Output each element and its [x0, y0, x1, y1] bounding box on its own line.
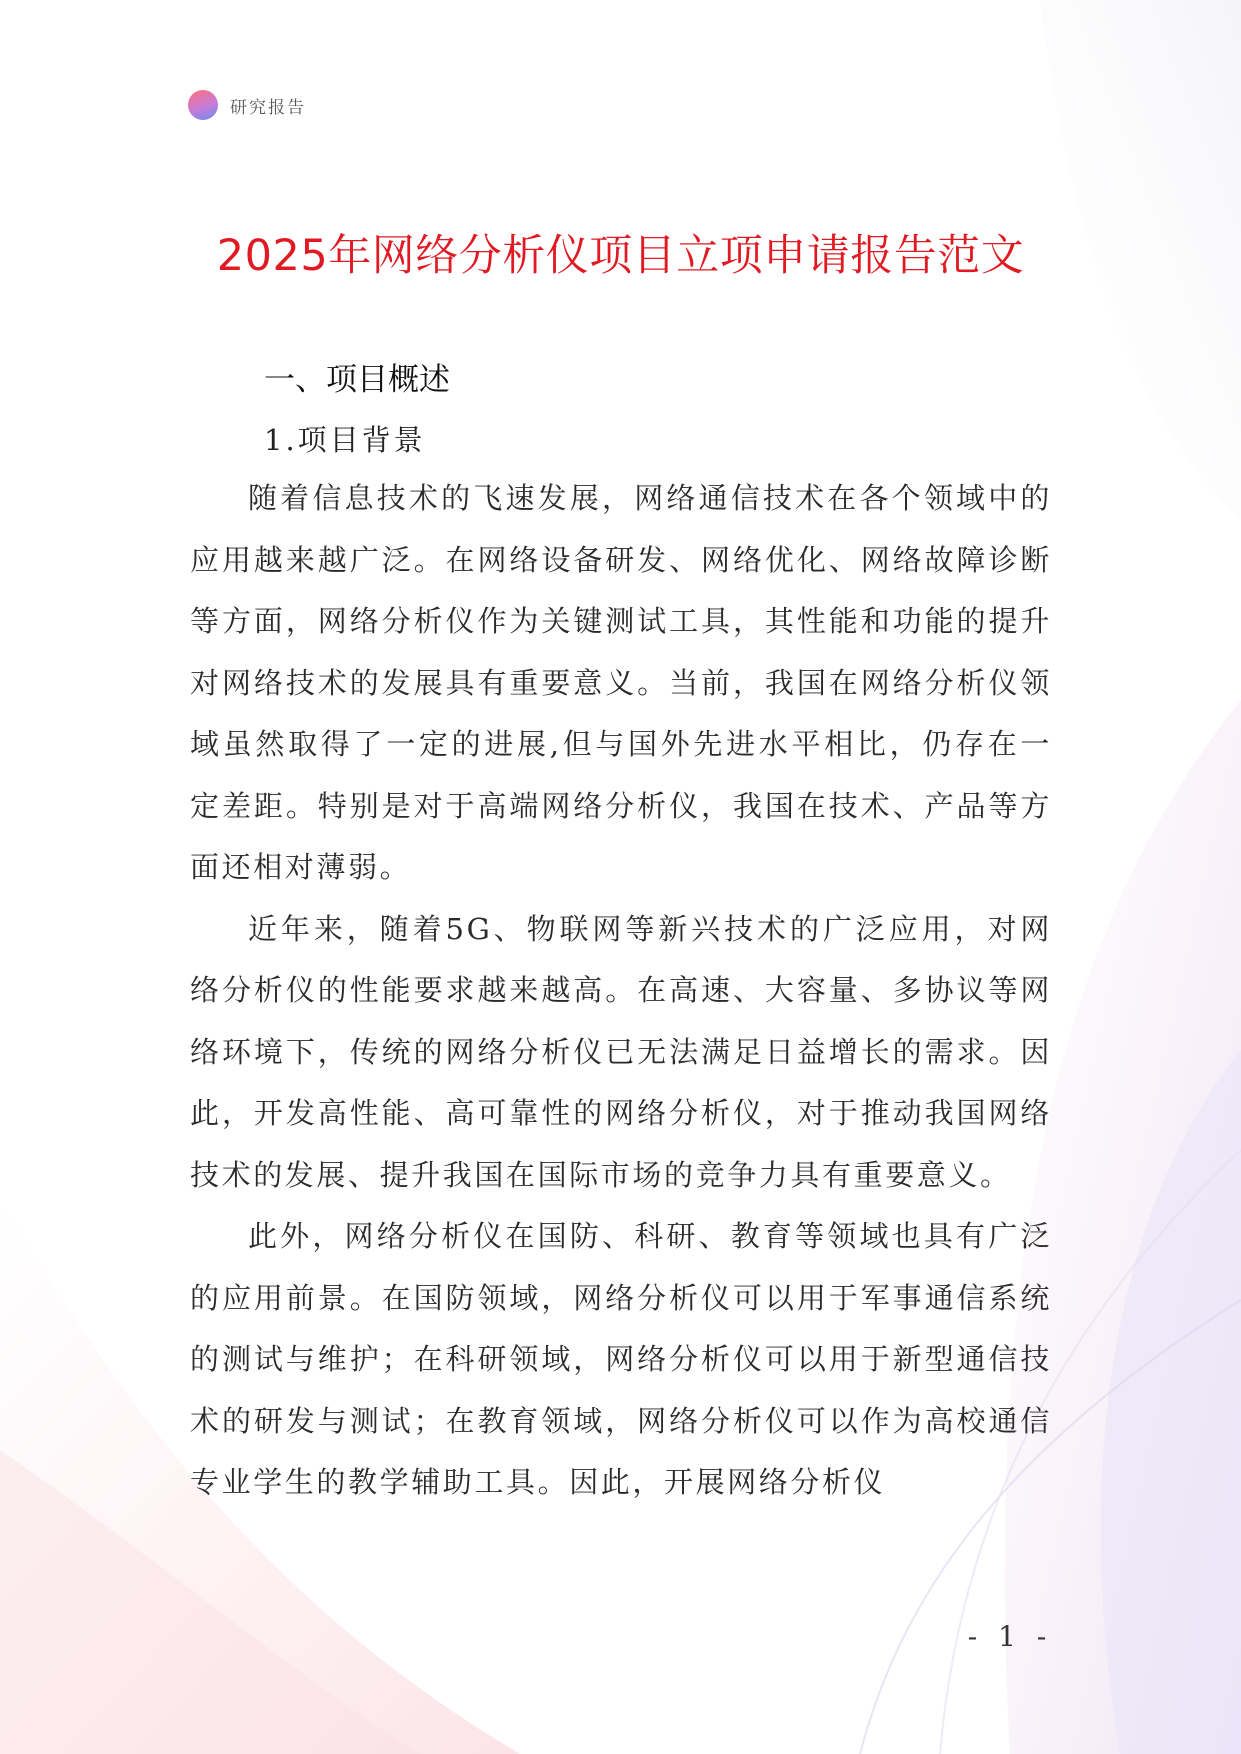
document-title: 2025年网络分析仪项目立项申请报告范文: [216, 231, 1025, 281]
header-label: 研究报告: [230, 97, 306, 118]
logo-icon: [188, 90, 218, 120]
paragraph: 近年来，随着5G、物联网等新兴技术的广泛应用，对网络分析仪的性能要求越来越高。在高速、大容量、多协议等网络环境下，传统的网络分析仪已无法满足日益增长的需求。因此，开发高性能、高可靠性的网络分析仪，对于推动我国网络技术的发展、提升我国在国际市场的竞争力具有重要意义。: [190, 911, 1052, 1192]
document-body: [190, 352, 1052, 1514]
paragraph: 随着信息技术的飞速发展，网络通信技术在各个领域中的应用越来越广泛。在网络设备研发、网络优化、网络故障诊断等方面，网络分析仪作为关键测试工具，其性能和功能的提升对网络技术的发展具有重要意义。当前，我国在网络分析仪领域虽然取得了一定的进展,但与国外先进水平相比，仍存在一定差距。特别是对于高端网络分析仪，我国在技术、产品等方面还相对薄弱。: [190, 481, 1052, 884]
paragraph: 此外，网络分析仪在国防、科研、教育等领域也具有广泛的应用前景。在国防领域，网络分析仪可以用于军事通信系统的测试与维护；在科研领域，网络分析仪可以用于新型通信技术的研发与测试；在教育领域，网络分析仪可以作为高校通信专业学生的教学辅助工具。因此，开展网络分析仪: [190, 1219, 1052, 1499]
section-heading: 一、项目概述: [264, 362, 450, 398]
report-header: [188, 88, 306, 122]
page-number: - 1 -: [967, 1620, 1053, 1653]
subsection-heading: 1.项目背景: [264, 423, 426, 457]
